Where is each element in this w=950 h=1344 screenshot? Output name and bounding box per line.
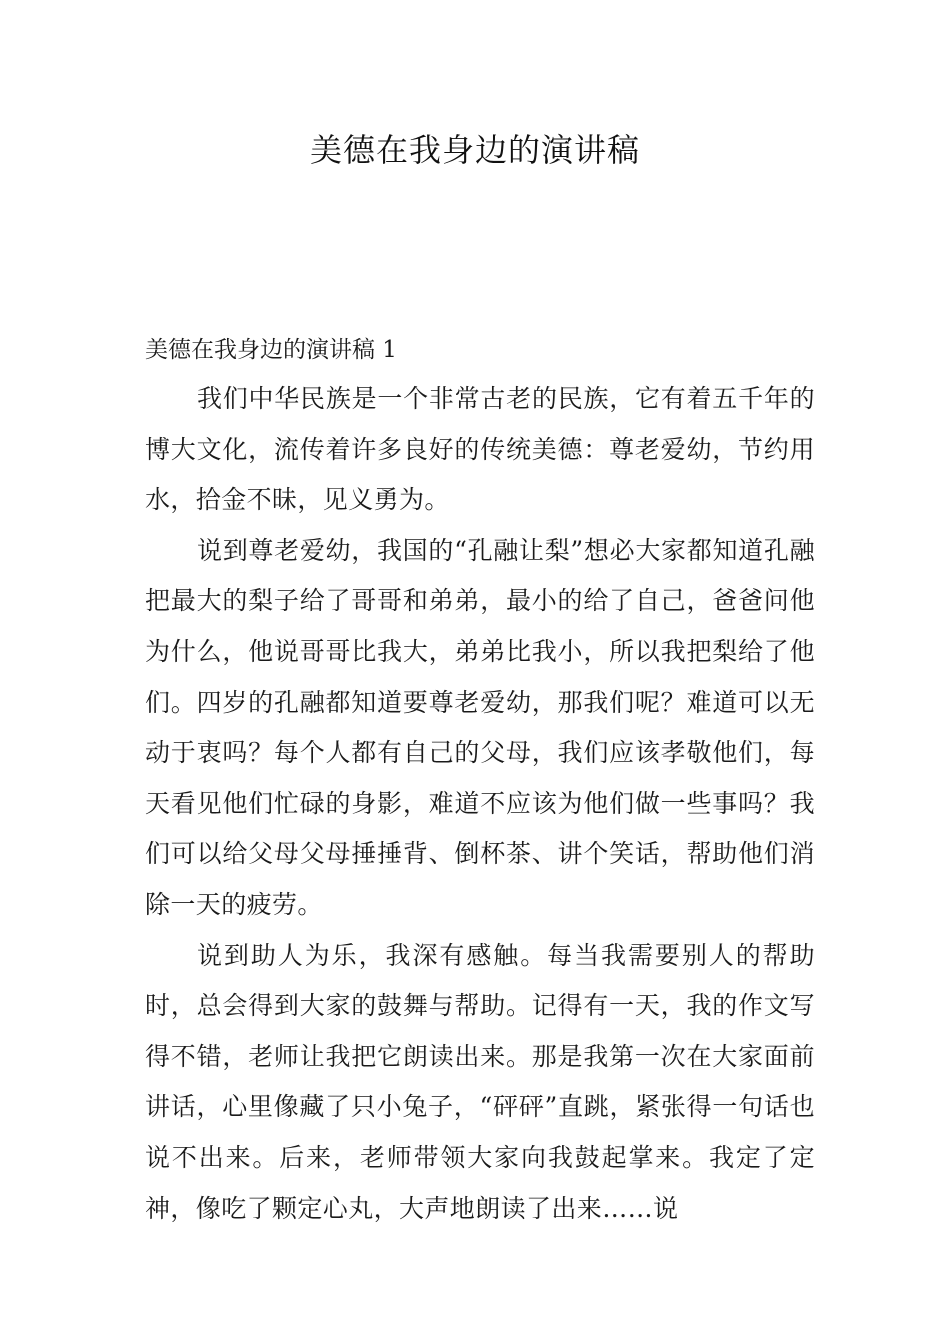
paragraph-1: 我们中华民族是一个非常古老的民族，它有着五千年的博大文化，流传着许多良好的传统美德：尊老爱幼，节约用水，拾金不昧，见义勇为。 bbox=[145, 384, 815, 515]
document-body bbox=[145, 326, 815, 1234]
paragraph-3: 说到助人为乐，我深有感触。每当我需要别人的帮助时，总会得到大家的鼓舞与帮助。记得有一天，我的作文写得不错，老师让我把它朗读出来。那是我第一次在大家面前讲话，心里像藏了只小兔子，“砰砰”直跳，紧张得一句话也说不出来。后来，老师带领大家向我鼓起掌来。我定了定神，像吃了颗定心丸，大声地朗读了出来……说 bbox=[145, 940, 815, 1223]
document-title: 美德在我身边的演讲稿 bbox=[309, 131, 640, 169]
section-heading: 美德在我身边的演讲稿 1 bbox=[145, 337, 397, 363]
paragraph-2: 说到尊老爱幼，我国的“孔融让梨”想必大家都知道孔融把最大的梨子给了哥哥和弟弟，最小的给了自己，爸爸问他为什么，他说哥哥比我大，弟弟比我小，所以我把梨给了他们。四岁的孔融都知道要尊老爱幼，那我们呢？难道可以无动于衷吗？每个人都有自己的父母，我们应该孝敬他们，每天看见他们忙碌的身影，难道不应该为他们做一些事吗？我们可以给父母父母捶捶背、倒杯茶、讲个笑话，帮助他们消除一天的疲劳。 bbox=[145, 535, 815, 919]
